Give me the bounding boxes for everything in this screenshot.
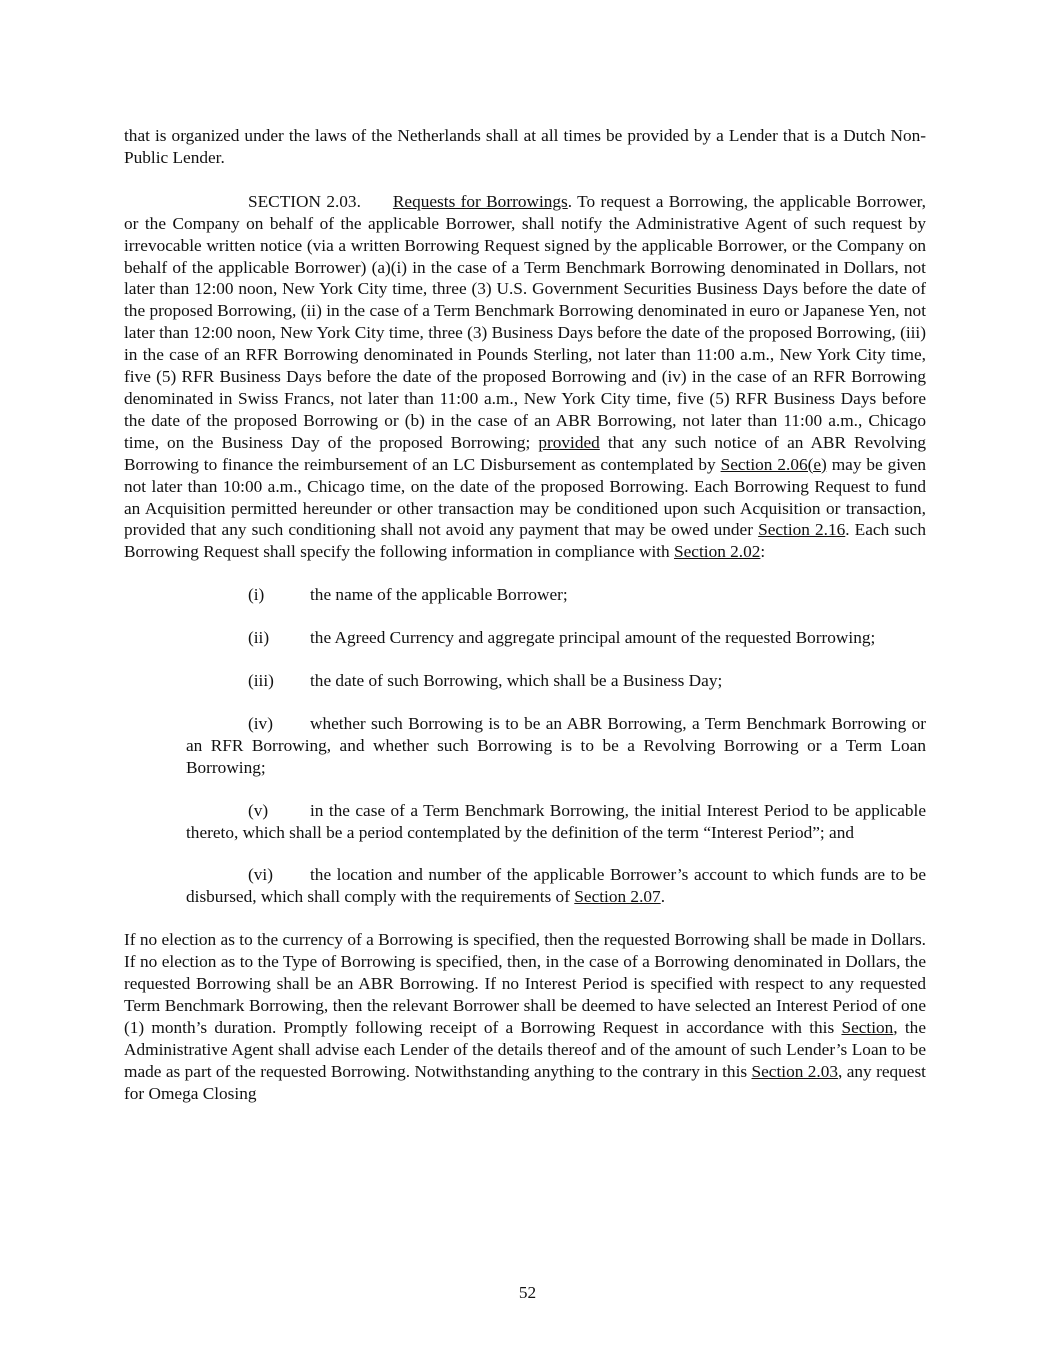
- list-item: (vi) the location and number of the applicable Borrower’s account to which funds are to be disbursed, which shall comply with the requirements of Section 2.07.: [186, 865, 926, 907]
- section-2-03-paragraph: SECTION 2.03. Requests for Borrowings. To request a Borrowing, the applicable Borrower, or the Company on behalf of the applicable Borrower, shall notify the Administrative Agent of such request by irrevocable written notice (via a written Borrowing Request signed by the applicable Borrower, or the Company on behalf of the applicable Borrower) (a)(i) in the case of a Term Benchmark Borrowing denominated in Dollars, not later than 12:00 noon, New York City time, three (3) U.S. Government Securities Business Days before the date of the proposed Borrowing, (ii) in the case of a Term Benchmark Borrowing denominated in euro or Japanese Yen, not later than 12:00 noon, New York City time, three (3) Business Days before the date of the proposed Borrowing, (iii) in the case of an RFR Borrowing denominated in Pounds Sterling, not later than 11:00 a.m., New York City time, five (5) RFR Business Days before the date of the proposed Borrowing and (iv) in the case of an RFR Borrowing denominated in Swiss Francs, not later than 11:00 a.m., New York City time, five (5) RFR Business Days before the date of the proposed Borrowing or (b) in the case of an ABR Borrowing, not later than 11:00 a.m., Chicago time, on the Business Day of the proposed Borrowing; provided that any such notice of an ABR Revolving Borrowing to finance the reimbursement of an LC Disbursement as contemplated by Section 2.06(e) may be given not later than 10:00 a.m., Chicago time, on the date of the proposed Borrowing. Each Borrowing Request to fund an Acquisition permitted hereunder or other transaction may be conditioned upon such Acquisition or transaction, provided that any such conditioning shall not avoid any payment that may be owed under Section 2.16. Each such Borrowing Request shall specify the following information in compliance with Section 2.02:: [124, 191, 927, 562]
- list-item-number: (iii): [248, 671, 274, 691]
- list-item: [124, 800, 926, 844]
- list-item-text: in the case of a Term Benchmark Borrowing, the initial Interest Period to be applicable thereto, which shall be a period contemplated by the definition of the term “Interest Period”; and: [186, 800, 926, 842]
- closing-paragraph: If no election as to the currency of a Borrowing is specified, then the requested Borrowing shall be made in Dollars. If no election as to the Type of Borrowing is specified, then, in the case of a Borrowing denominated in Dollars, the requested Borrowing shall be an ABR Borrowing. If no Interest Period is specified with respect to any requested Term Benchmark Borrowing, then the relevant Borrower shall be deemed to have selected an Interest Period of one (1) month’s duration. Promptly following receipt of a Borrowing Request in accordance with this Section, the Administrative Agent shall advise each Lender of the details thereof and of the amount of such Lender’s Loan to be made as part of the requested Borrowing. Notwithstanding anything to the contrary in this Section 2.03, any request for Omega Closing: [124, 930, 926, 1103]
- list-item: [124, 670, 926, 692]
- list-item: [124, 713, 926, 779]
- intro-paragraph: that is organized under the laws of the Netherlands shall at all times be provided by a Lender that is a Dutch Non-Public Lender.: [124, 126, 926, 167]
- section-number: SECTION 2.03.: [248, 191, 361, 211]
- list-item-number: (v): [248, 800, 269, 820]
- list-item-text: the name of the applicable Borrower;: [310, 585, 568, 605]
- list-item-text: the Agreed Currency and aggregate principal amount of the requested Borrowing;: [310, 628, 876, 648]
- list-item: [124, 584, 926, 606]
- list-item-number: (vi): [248, 865, 273, 885]
- section-ref-2-06e: Section 2.06(e): [720, 454, 827, 474]
- section-title: Requests for Borrowings: [392, 191, 568, 211]
- list-item-text: whether such Borrowing is to be an ABR Borrowing, a Term Benchmark Borrowing or an RFR Borrowing, and whether such Borrowing is to be a Revolving Borrowing or a Term Loan Borrowing;: [186, 713, 926, 777]
- provided-term: provided: [538, 432, 600, 452]
- section-ref-2-03: Section 2.03: [751, 1061, 838, 1081]
- list-item: [124, 627, 926, 649]
- list-item-text: the date of such Borrowing, which shall be a Business Day;: [310, 671, 723, 691]
- section-ref: Section: [841, 1017, 894, 1037]
- page-number: 52: [518, 1283, 537, 1302]
- list-item-text: the location and number of the applicable Borrower’s account to which funds are to be disbursed, which shall comply with the requirements of: [186, 865, 926, 907]
- document-page: [124, 125, 926, 1105]
- section-ref-2-16: Section 2.16: [758, 520, 846, 540]
- section-ref-2-07: Section 2.07: [574, 887, 661, 907]
- section-ref-2-02: Section 2.02: [674, 542, 761, 562]
- list-item-number: (i): [248, 585, 265, 605]
- list-item-number: (ii): [248, 628, 270, 648]
- list-item-number: (iv): [248, 713, 273, 733]
